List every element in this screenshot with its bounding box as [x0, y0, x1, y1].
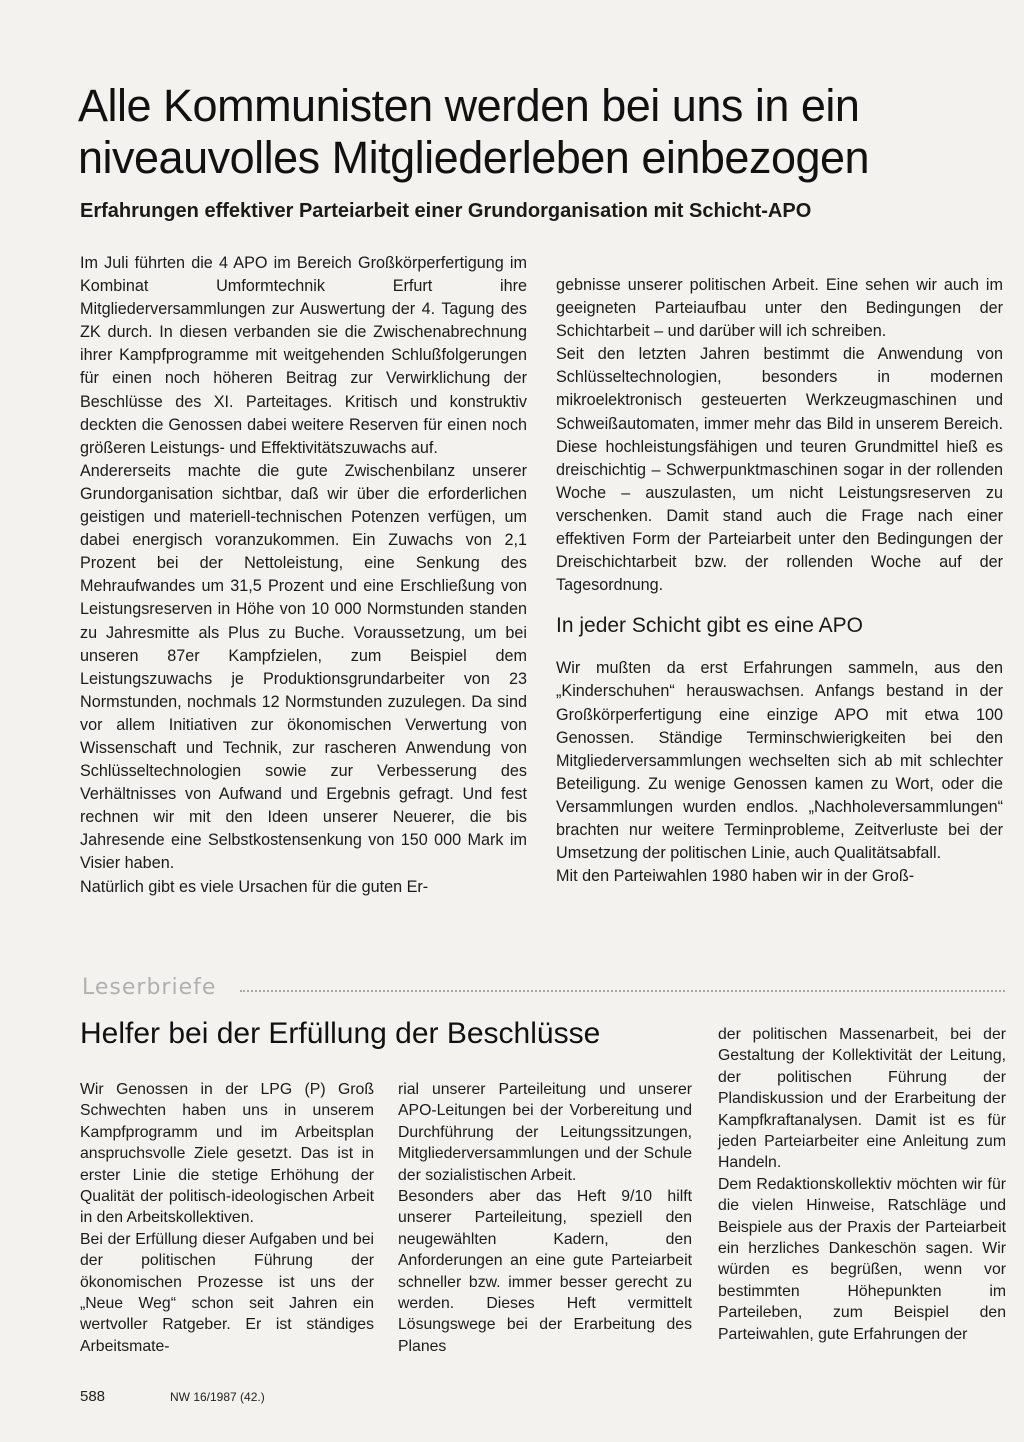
section-heading: In jeder Schicht gibt es eine APO [556, 614, 864, 638]
paragraph: Natürlich gibt es viele Ursachen für die guten Er- [80, 877, 429, 896]
paragraph: Mit den Parteiwahlen 1980 haben wir in der Groß- [556, 867, 915, 886]
article1-column-2 [556, 274, 1003, 888]
paragraph: Andererseits machte die gute Zwischenbilanz unserer Grundorganisation sichtbar, daß wir über die erforderlichen geistigen und materiell-technischen Potenzen verfügen, um dabei energisch voranzukommen. Ein Zuwachs von 2,1 Prozent bei der Nettoleistung, eine Senkung des Mehraufwandes um 31,5 Prozent und eine Erschließung von Leistungsreserven in Höhe von 10 000 Normstunden standen zu Jahresmitte als Plus zu Buche. Voraussetzung, um bei unseren 87er Kampfzielen, zum Beispiel dem Leistungszuwachs je Produktionsgrundarbeiter von 23 Normstunden, nochmals 12 Normstunden zuzulegen. Da sind vor allem Initiativen zur ökonomischen Verwertung von Wissenschaft und Technik, zur rascheren Anwendung von Schlüsseltechnologien sowie zur Verbesserung des Verhältnisses von Aufwand und Ergebnis gefragt. Und fest rechnen wir mit den Ideen unserer Neuerer, die bis Jahresende eine Selbstkostensenkung von 150 000 Mark im Visier haben. [80, 461, 527, 873]
paragraph: Wir Genossen in der LPG (P) Groß Schwechten haben uns in unserem Kampfprogramm und im Arbeitsplan anspruchsvolle Ziele gesetzt. Das ist in erster Linie die stetige Erhöhung der Qualität der politisch-ideologischen Arbeit in den Arbeitskollektiven. [80, 1081, 374, 1227]
paragraph: Besonders aber das Heft 9/10 hilft unserer Parteileitung, speziell den neugewählten Kadern, den Anforderungen an eine gute Parteiarbeit schneller bzw. immer besser gerecht zu werden. Dieses Heft vermittelt Lösungswege bei der Erarbeitung des Planes [398, 1188, 692, 1355]
letter-column-1 [80, 1079, 374, 1357]
paragraph: Dem Redaktionskollektiv möchten wir für die vielen Hinweise, Ratschläge und Beispiele aus der Praxis der Parteiarbeit ein herzliches Dankeschön sagen. Wir würden es begrüßen, wenn vor bestimmten Höhepunkten im Parteileben, zum Beispiel den Parteiwahlen, gute Erfahrungen der [718, 1175, 1006, 1343]
paragraph: rial unserer Parteileitung und unserer APO-Leitungen bei der Vorbereitung und Durchführung der Leitungssitzungen, Mitgliederversammlungen und der Schule der sozialistischen Arbeit. [398, 1081, 692, 1184]
article-headline: Alle Kommunisten werden bei uns in ein niveauvolles Mitgliederleben einbezogen [78, 80, 870, 183]
rubric-divider [240, 990, 1005, 995]
paragraph: der politischen Massenarbeit, bei der Gestaltung der Kollektivität der Leitung, der politischen Führung der Plandiskussion und der Erarbeitung der Kampfkraftanalysen. Damit ist es für jeden Parteiarbeiter eine Anleitung zum Handeln. [718, 1026, 1006, 1172]
article1-column-1 [80, 252, 527, 899]
article-subheadline: Erfahrungen effektiver Parteiarbeit einer Grundorganisation mit Schicht-APO [80, 200, 812, 222]
paragraph: Seit den letzten Jahren bestimmt die Anwendung von Schlüsseltechnologien, besonders in modernen mikroelektronisch gesteuerten Werkzeugmaschinen und Schweißautomaten, immer mehr das Bild in unserem Bereich. Diese hochleistungsfähigen und teuren Grundmittel hieß es dreischichtig – Schwerpunktmaschinen sogar in der rollenden Woche – auszulasten, um nicht Leistungsreserven zu verschenken. Damit stand auch die Frage nach einer effektiven Form der Parteiarbeit unter den Bedingungen der Dreischichtarbeit bzw. der rollenden Woche auf der Tagesordnung. [556, 345, 1003, 595]
paragraph: Bei der Erfüllung dieser Aufgaben und bei der politischen Führung der ökonomischen Prozesse ist uns der „Neue Weg“ schon seit Jahren ein wertvoller Ratgeber. Er ist ständiges Arbeitsmate- [80, 1230, 374, 1355]
letter-column-2 [398, 1079, 692, 1357]
paragraph: Wir mußten da erst Erfahrungen sammeln, aus den „Kinderschuhen“ herauswachsen. Anfangs bestand in der Großkörperfertigung eine einzige APO mit etwa 100 Genossen. Ständige Terminschwierigkeiten bei den Mitgliederversammlungen wechselten sich ab mit schlechter Beteiligung. Zu wenige Genossen kamen zu Wort, oder die Versammlungen wurden endlos. „Nachholeversammlungen“ brachten nur weitere Terminprobleme, Zeitverluste bei der Umsetzung der politischen Linie, auch Qualitätsabfall. [556, 659, 1003, 863]
rubric-label: Leserbriefe [82, 975, 217, 1000]
issue-label: NW 16/1987 (42.) [170, 1390, 265, 1404]
paragraph: gebnisse unserer politischen Arbeit. Eine sehen wir auch im geeigneten Parteiaufbau unter den Bedingungen der Schichtarbeit – und darüber will ich schreiben. [556, 276, 1003, 341]
page-number: 588 [80, 1388, 106, 1405]
letter-column-3 [718, 1024, 1006, 1345]
rubric-bar [80, 975, 1005, 1005]
letter-headline: Helfer bei der Erfüllung der Beschlüsse [80, 1017, 601, 1050]
paragraph: Im Juli führten die 4 APO im Bereich Großkörperfertigung im Kombinat Umformtechnik Erfurt ihre Mitgliederversammlungen zur Auswertung der 4. Tagung des ZK durch. In diesen verbanden sie die Zwischenabrechnung ihrer Kampfprogramme mit weitgehenden Schlußfolgerungen für einen noch höheren Beitrag zur Verwirklichung der Beschlüsse des XI. Parteitages. Kritisch und konstruktiv deckten die Genossen dabei weitere Reserven für einen noch größeren Leistungs- und Effektivitätszuwachs auf. [80, 254, 527, 457]
